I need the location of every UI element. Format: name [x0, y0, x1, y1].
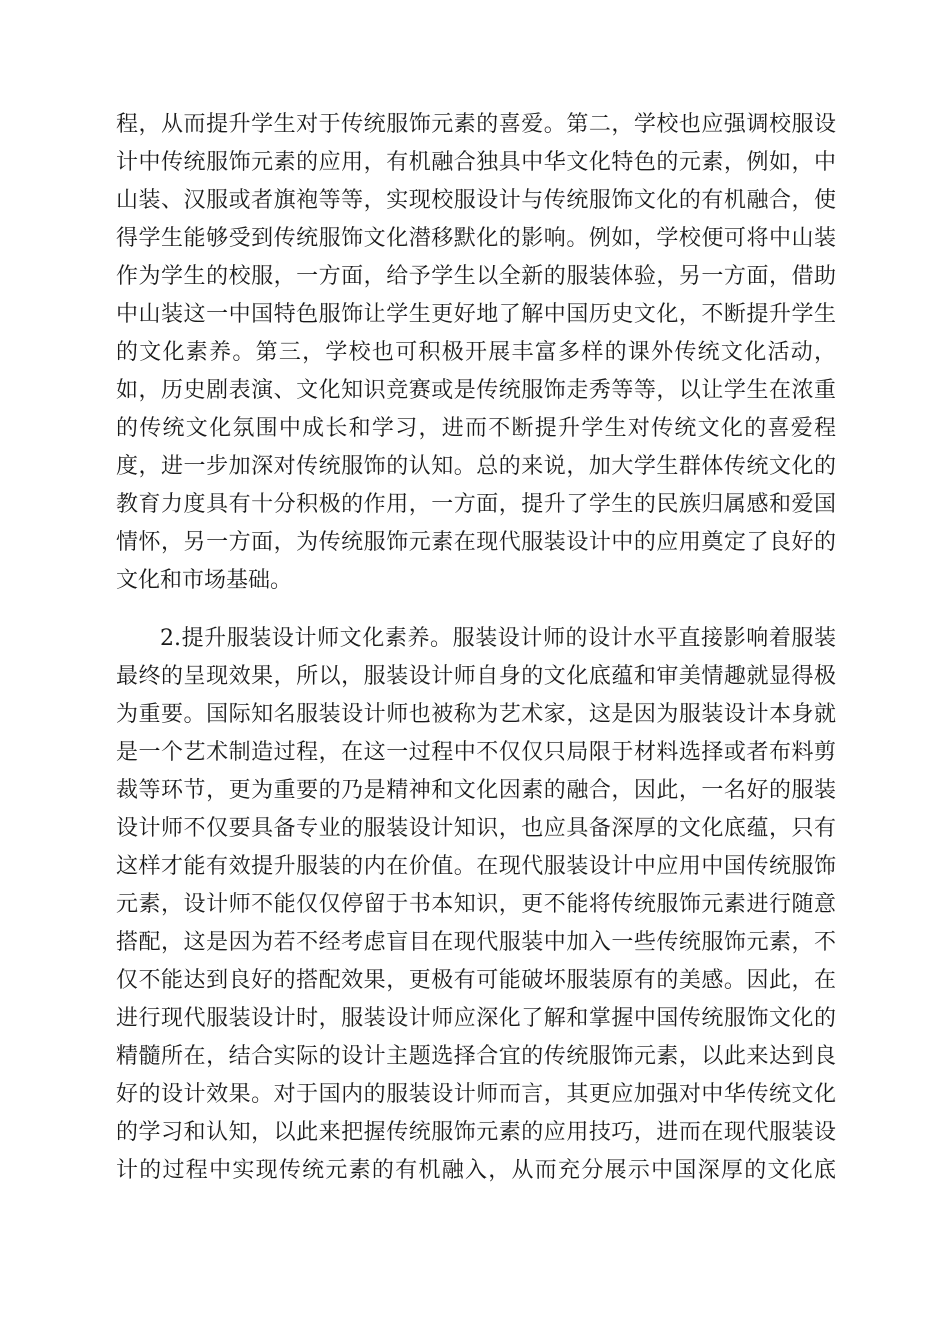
paragraph-line: 是一个艺术制造过程，在这一过程中不仅仅只局限于材料选择或者布料剪 — [116, 740, 836, 765]
paragraph-line: 2.提升服装设计师文化素养。服装设计师的设计水平直接影响着服装 — [160, 626, 836, 651]
paragraph-line: 得学生能够受到传统服饰文化潜移默化的影响。例如，学校便可将中山装 — [116, 226, 836, 251]
paragraph-line: 仅不能达到良好的搭配效果，更极有可能破坏服装原有的美感。因此，在 — [116, 968, 836, 993]
paragraph-line: 的学习和认知，以此来把握传统服饰元素的应用技巧，进而在现代服装设 — [116, 1120, 836, 1145]
paragraph-line: 搭配，这是因为若不经考虑盲目在现代服装中加入一些传统服饰元素，不 — [116, 930, 836, 955]
paragraph-line: 程，从而提升学生对于传统服饰元素的喜爱。第二，学校也应强调校服设 — [116, 112, 836, 137]
paragraph-line: 教育力度具有十分积极的作用，一方面，提升了学生的民族归属感和爱国 — [116, 492, 836, 517]
paragraph-line: 作为学生的校服，一方面，给予学生以全新的服装体验，另一方面，借助 — [116, 264, 836, 289]
paragraph-line: 山装、汉服或者旗袍等等，实现校服设计与传统服饰文化的有机融合，使 — [116, 188, 836, 213]
paragraph-line: 的文化素养。第三，学校也可积极开展丰富多样的课外传统文化活动， — [116, 340, 836, 365]
paragraph-line: 文化和市场基础。 — [116, 568, 293, 593]
paragraph-line: 情怀，另一方面，为传统服饰元素在现代服装设计中的应用奠定了良好的 — [116, 530, 836, 555]
paragraph-line: 度，进一步加深对传统服饰的认知。总的来说，加大学生群体传统文化的 — [116, 454, 836, 479]
paragraph-line: 为重要。国际知名服装设计师也被称为艺术家，这是因为服装设计本身就 — [116, 702, 836, 727]
paragraph-line: 精髓所在，结合实际的设计主题选择合宜的传统服饰元素，以此来达到良 — [116, 1044, 836, 1069]
paragraph-line: 最终的呈现效果，所以，服装设计师自身的文化底蕴和审美情趣就显得极 — [116, 664, 836, 689]
paragraph-line: 好的设计效果。对于国内的服装设计师而言，其更应加强对中华传统文化 — [116, 1082, 836, 1107]
paragraph-line: 元素，设计师不能仅仅停留于书本知识，更不能将传统服饰元素进行随意 — [116, 892, 836, 917]
paragraph-line: 裁等环节，更为重要的乃是精神和文化因素的融合，因此，一名好的服装 — [116, 778, 836, 803]
paragraph-line: 这样才能有效提升服装的内在价值。在现代服装设计中应用中国传统服饰 — [116, 854, 836, 879]
paragraph-line: 中山装这一中国特色服饰让学生更好地了解中国历史文化，不断提升学生 — [116, 302, 836, 327]
paragraph-line: 计的过程中实现传统元素的有机融入，从而充分展示中国深厚的文化底 — [116, 1158, 836, 1183]
paragraph-line: 进行现代服装设计时，服装设计师应深化了解和掌握中国传统服饰文化的 — [116, 1006, 836, 1031]
paragraph-line: 的传统文化氛围中成长和学习，进而不断提升学生对传统文化的喜爱程 — [116, 416, 836, 441]
paragraph-line: 如，历史剧表演、文化知识竞赛或是传统服饰走秀等等，以让学生在浓重 — [116, 378, 836, 403]
paragraph-line: 设计师不仅要具备专业的服装设计知识，也应具备深厚的文化底蕴，只有 — [116, 816, 836, 841]
paragraph-line: 计中传统服饰元素的应用，有机融合独具中华文化特色的元素，例如，中 — [116, 150, 836, 175]
